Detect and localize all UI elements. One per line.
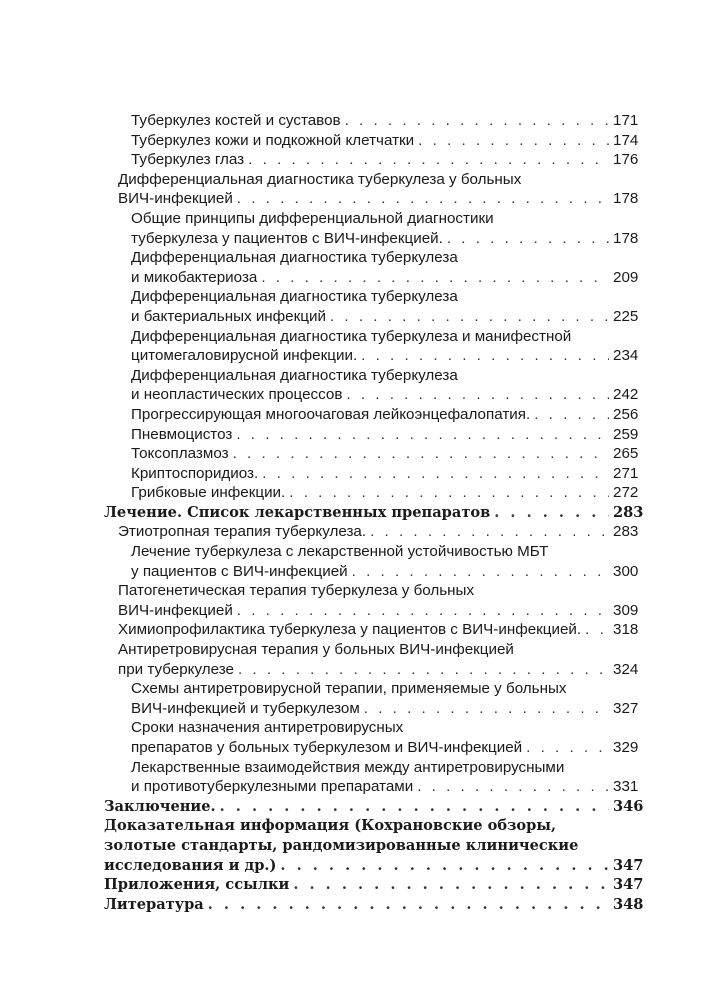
dot-leader <box>447 229 609 249</box>
toc-entry-title-line: Патогенетическая терапия туберкулеза у больных <box>118 582 475 600</box>
toc-page-number: 329 <box>613 739 639 756</box>
toc-entry[interactable] <box>104 620 639 640</box>
toc-entry-title-line: и микобактериоза <box>131 268 258 286</box>
toc-page-number: 346 <box>613 797 644 815</box>
toc-entry[interactable] <box>104 170 639 209</box>
toc-entry-title-line: Дифференциальная диагностика туберкулеза <box>131 288 458 306</box>
toc-entry-title-line: Антиретровирусная терапия у больных ВИЧ-инфекцией <box>118 641 514 659</box>
toc-entry[interactable] <box>104 248 639 287</box>
dot-leader <box>280 856 609 876</box>
toc-entry-title-line: туберкулеза у пациентов с ВИЧ-инфекцией. <box>131 229 443 247</box>
dot-leader <box>534 405 609 425</box>
toc-entry-title-line: Лечение. Список лекарственных препаратов <box>104 503 491 521</box>
dot-leader <box>417 777 609 797</box>
toc-page-number: 259 <box>613 425 639 443</box>
toc-entry-title-line: Криптоспоридиоз. <box>131 464 259 482</box>
toc-entry[interactable] <box>104 444 639 464</box>
toc-page-number: 347 <box>613 856 644 874</box>
toc-entry[interactable] <box>104 150 639 170</box>
dot-leader <box>289 483 609 503</box>
toc-entry-title-line: Лечение туберкулеза с лекарственной устойчивостью МБТ <box>131 543 549 561</box>
dot-leader <box>248 150 609 170</box>
dot-leader <box>352 562 609 582</box>
toc-entry-title-line: Дифференциальная диагностика туберкулеза у больных <box>118 170 522 188</box>
toc-entry[interactable] <box>104 816 644 875</box>
toc-page-number: 209 <box>613 268 639 286</box>
dot-leader <box>236 425 609 445</box>
dot-leader <box>346 385 609 405</box>
toc-page-number: 174 <box>613 131 639 149</box>
toc-page-number: 171 <box>613 112 639 129</box>
toc-entry-title-line: Прогрессирующая многоочаговая лейкоэнцефалопатия. <box>131 405 531 423</box>
toc-page-number: 331 <box>613 778 639 796</box>
dot-leader <box>364 699 609 719</box>
dot-leader <box>345 111 609 131</box>
toc-entry[interactable] <box>104 366 639 405</box>
toc-entry-title-line: Грибковые инфекции. <box>131 484 286 502</box>
toc-entry[interactable] <box>104 542 639 581</box>
toc-entry-title-line: ВИЧ-инфекцией <box>118 190 233 208</box>
toc-page-number: 283 <box>613 523 639 541</box>
toc-entry[interactable] <box>104 405 639 425</box>
toc-entry-title-line: Приложения, ссылки <box>104 876 290 894</box>
toc-entry-title-line: при туберкулезе <box>118 660 234 678</box>
toc-entry[interactable] <box>104 679 639 718</box>
dot-leader <box>220 797 609 817</box>
toc-entry-title-line: Доказательная информация (Кохрановские обзоры, <box>104 817 557 835</box>
toc-entry-title-line: Схемы антиретровирусной терапии, применяемые у больных <box>131 680 567 698</box>
toc-page-number: 178 <box>613 229 639 247</box>
toc-page-number: 272 <box>613 484 639 502</box>
toc-entry-title-line: ВИЧ-инфекцией и туберкулезом <box>131 699 360 717</box>
toc-entry-title-line: Заключение. <box>104 797 216 815</box>
dot-leader <box>261 268 609 288</box>
toc-entry-title-line: Дифференциальная диагностика туберкулеза <box>131 366 458 384</box>
toc-entry[interactable] <box>104 209 639 248</box>
toc-entry-title-line: Дифференциальная диагностика туберкулеза <box>131 249 458 267</box>
dot-leader <box>208 895 609 915</box>
toc-entry[interactable] <box>104 581 639 620</box>
toc-entry[interactable] <box>104 464 639 484</box>
dot-leader <box>361 346 609 366</box>
toc-entry-title-line: исследования и др.) <box>104 856 277 874</box>
toc-page-number: 176 <box>613 151 639 169</box>
toc-entry-title-line: и бактериальных инфекций <box>131 307 326 325</box>
toc-entry-title-line: Лекарственные взаимодействия между антиретровирусными <box>131 758 565 776</box>
toc-entry[interactable] <box>104 895 644 915</box>
dot-leader <box>585 620 609 640</box>
toc-entry[interactable] <box>104 758 639 797</box>
toc-page-number: 324 <box>613 660 639 678</box>
toc-entry-title-line: Дифференциальная диагностика туберкулеза и манифестной <box>131 327 572 345</box>
toc-entry[interactable] <box>104 111 639 131</box>
toc-page-number: 178 <box>613 190 639 208</box>
toc-entry-title-line: Литература <box>104 895 204 913</box>
dot-leader <box>237 189 609 209</box>
toc-page-number: 347 <box>613 876 644 894</box>
toc-entry-title-line: золотые стандарты, рандомизированные клинические <box>104 836 579 854</box>
dot-leader <box>233 444 609 464</box>
toc-page-number: 309 <box>613 601 639 619</box>
toc-entry-title-line: Сроки назначения антиретровирусных <box>131 719 404 737</box>
toc-page-number: 300 <box>613 562 639 580</box>
toc-entry[interactable] <box>104 503 644 523</box>
toc-page-number: 271 <box>613 464 639 482</box>
toc-page-number: 265 <box>613 445 639 463</box>
toc-page-number: 348 <box>613 895 644 913</box>
toc-entry-title-line: Туберкулез костей и суставов <box>131 112 341 129</box>
toc-page-number: 283 <box>613 503 644 521</box>
toc-entry-title-line: Этиотропная терапия туберкулеза. <box>118 523 367 541</box>
toc-entry-title-line: Пневмоцистоз <box>131 425 233 443</box>
toc-entry[interactable] <box>104 875 644 895</box>
dot-leader <box>526 738 609 758</box>
toc-entry[interactable] <box>104 131 639 151</box>
dot-leader <box>370 522 609 542</box>
toc-entry-title-line: препаратов у больных туберкулезом и ВИЧ-инфекцией <box>131 739 523 756</box>
toc-page-number: 225 <box>613 307 639 325</box>
toc-entry[interactable] <box>104 287 639 326</box>
toc-entry[interactable] <box>104 425 639 445</box>
toc-entry[interactable] <box>104 640 639 679</box>
dot-leader <box>330 307 609 327</box>
toc-entry-title-line: ВИЧ-инфекцией <box>118 601 233 619</box>
dot-leader <box>418 131 609 151</box>
toc-entry[interactable] <box>104 522 639 542</box>
table-of-contents <box>104 111 644 914</box>
toc-entry-title-line: Общие принципы дифференциальной диагностики <box>131 209 494 227</box>
toc-entry-title-line: цитомегаловирусной инфекции. <box>131 347 358 365</box>
toc-entry-title-line: и неопластических процессов <box>131 386 343 404</box>
toc-page-number: 327 <box>613 699 639 717</box>
toc-page-number: 234 <box>613 347 639 365</box>
dot-leader <box>262 464 609 484</box>
toc-entry[interactable] <box>104 718 639 757</box>
toc-page-number: 242 <box>613 386 639 404</box>
toc-entry[interactable] <box>104 327 639 366</box>
toc-entry-title-line: у пациентов с ВИЧ-инфекцией <box>131 562 348 580</box>
toc-entry[interactable] <box>104 483 639 503</box>
dot-leader <box>238 660 609 680</box>
toc-entry-title-line: и противотуберкулезными препаратами <box>131 778 414 796</box>
toc-entry-title-line: Туберкулез кожи и подкожной клетчатки <box>131 131 415 149</box>
dot-leader <box>494 503 609 523</box>
toc-page-number: 256 <box>613 405 639 423</box>
toc-entry-title-line: Туберкулез глаз <box>131 151 245 169</box>
dot-leader <box>237 601 609 621</box>
toc-entry-title-line: Химиопрофилактика туберкулеза у пациентов с ВИЧ-инфекцией. <box>118 621 582 639</box>
toc-page-number: 318 <box>613 621 639 639</box>
toc-entry-title-line: Токсоплазмоз <box>131 445 229 463</box>
toc-entry[interactable] <box>104 797 644 817</box>
dot-leader <box>293 875 609 895</box>
